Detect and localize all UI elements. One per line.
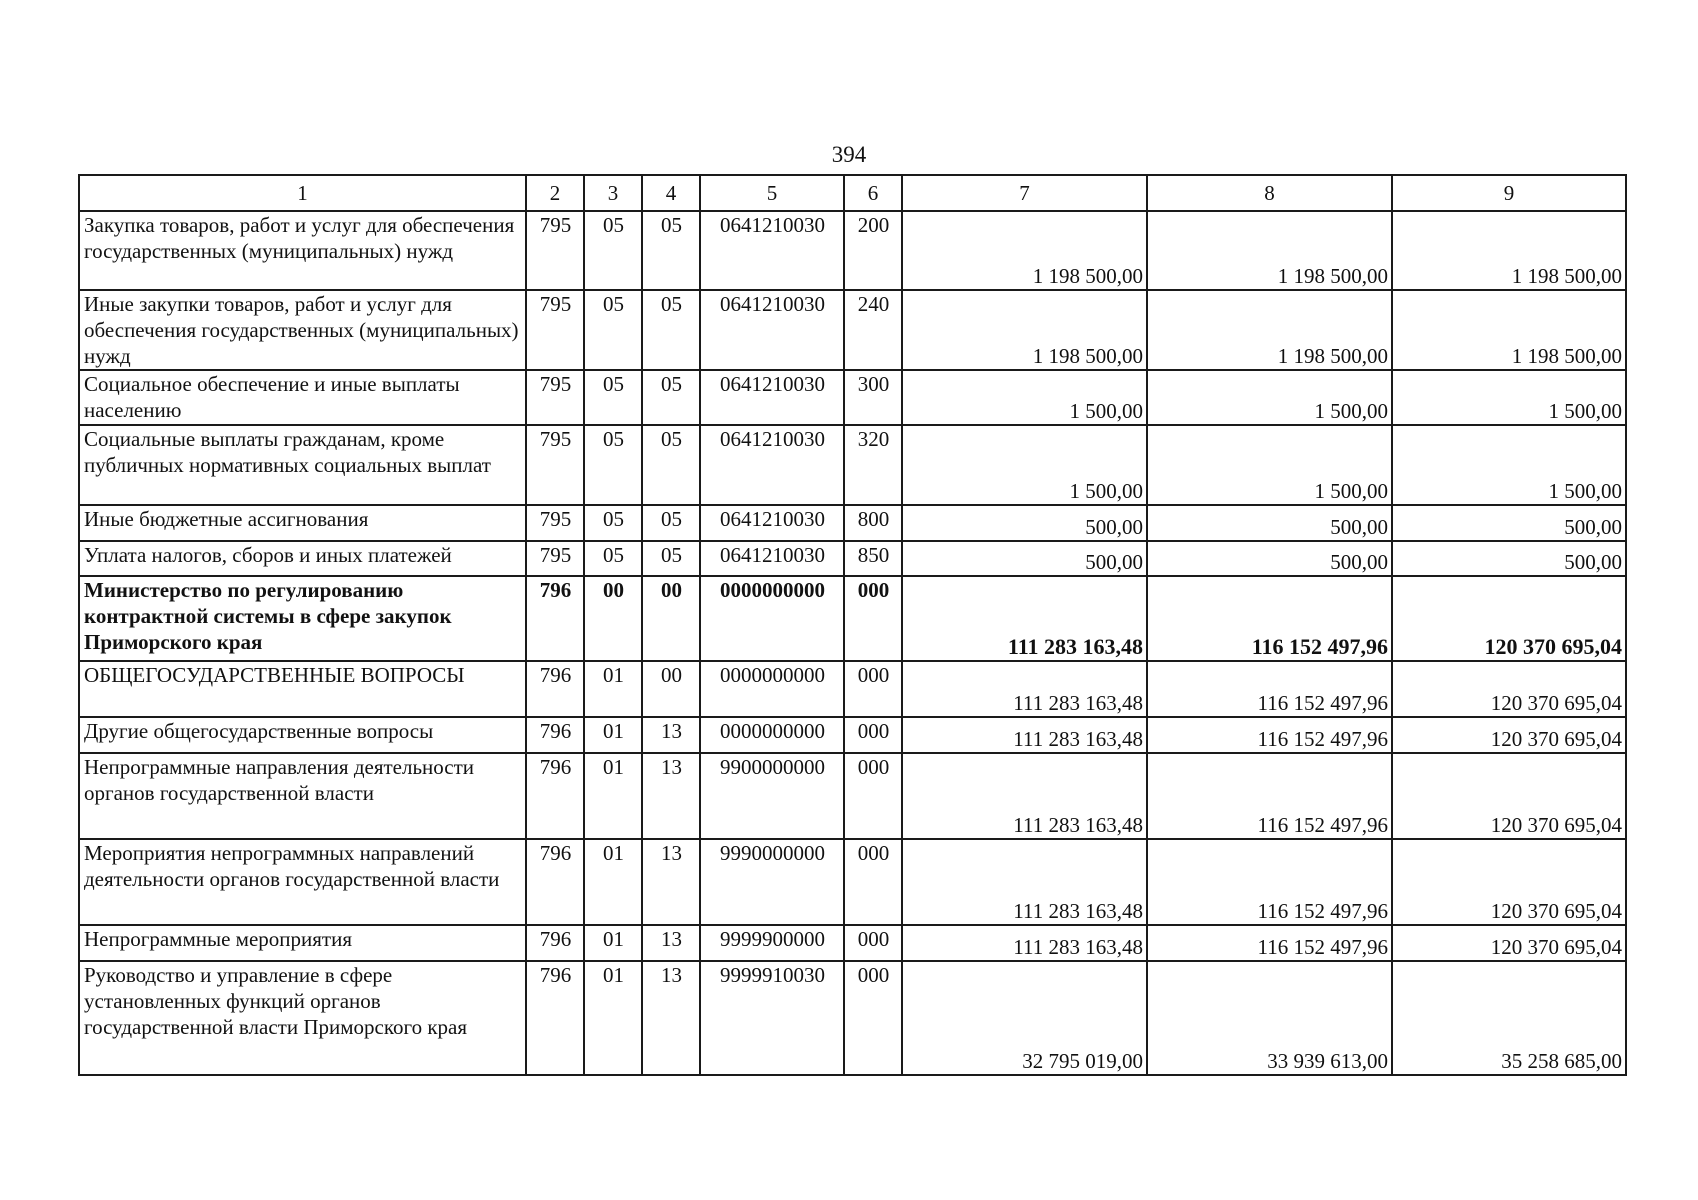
row-code-cell: 800 — [844, 505, 902, 541]
row-code-cell: 796 — [526, 961, 584, 1075]
row-code-cell: 05 — [584, 505, 642, 541]
table-row — [79, 717, 1626, 753]
table-row — [79, 576, 1626, 661]
row-amount-cell: 111 283 163,48 — [902, 576, 1147, 661]
row-amount-cell: 1 500,00 — [1147, 370, 1392, 425]
row-code-cell: 795 — [526, 505, 584, 541]
row-amount-cell: 111 283 163,48 — [902, 717, 1147, 753]
row-code-cell: 05 — [642, 425, 700, 505]
row-code-cell: 0641210030 — [700, 290, 844, 370]
row-amount-cell: 111 283 163,48 — [902, 839, 1147, 925]
row-amount-cell: 111 283 163,48 — [902, 753, 1147, 839]
row-code-cell: 01 — [584, 839, 642, 925]
row-code-cell: 0000000000 — [700, 576, 844, 661]
row-code-cell: 05 — [584, 370, 642, 425]
table-row — [79, 753, 1626, 839]
row-amount-cell: 1 500,00 — [1147, 425, 1392, 505]
row-amount-cell: 120 370 695,04 — [1392, 753, 1626, 839]
page-number: 394 — [831, 142, 867, 167]
row-code-cell: 796 — [526, 925, 584, 961]
row-amount-cell: 500,00 — [1147, 505, 1392, 541]
budget-table — [78, 174, 1627, 1076]
table-row — [79, 290, 1626, 370]
row-code-cell: 13 — [642, 839, 700, 925]
row-code-cell: 05 — [642, 290, 700, 370]
row-code-cell: 05 — [642, 505, 700, 541]
row-code-cell: 0000000000 — [700, 661, 844, 717]
row-amount-cell: 120 370 695,04 — [1392, 717, 1626, 753]
row-name-cell: Непрограммные направления деятельности органов государственной власти — [79, 753, 526, 839]
column-header-4: 4 — [642, 175, 700, 211]
row-code-cell: 9990000000 — [700, 839, 844, 925]
row-code-cell: 795 — [526, 211, 584, 290]
column-header-5: 5 — [700, 175, 844, 211]
row-amount-cell: 1 198 500,00 — [902, 290, 1147, 370]
row-code-cell: 05 — [584, 425, 642, 505]
row-name-cell: Социальные выплаты гражданам, кроме публичных нормативных социальных выплат — [79, 425, 526, 505]
row-amount-cell: 116 152 497,96 — [1147, 576, 1392, 661]
table-row — [79, 505, 1626, 541]
row-code-cell: 13 — [642, 961, 700, 1075]
table-row — [79, 839, 1626, 925]
row-name-cell: Социальное обеспечение и иные выплаты населению — [79, 370, 526, 425]
table-row — [79, 961, 1626, 1075]
row-amount-cell: 116 152 497,96 — [1147, 753, 1392, 839]
row-code-cell: 01 — [584, 925, 642, 961]
row-amount-cell: 116 152 497,96 — [1147, 661, 1392, 717]
row-amount-cell: 111 283 163,48 — [902, 661, 1147, 717]
row-amount-cell: 116 152 497,96 — [1147, 925, 1392, 961]
row-amount-cell: 1 198 500,00 — [1392, 211, 1626, 290]
header-row — [79, 175, 1626, 211]
row-code-cell: 795 — [526, 541, 584, 576]
row-code-cell: 9900000000 — [700, 753, 844, 839]
row-code-cell: 0641210030 — [700, 370, 844, 425]
row-code-cell: 13 — [642, 753, 700, 839]
row-code-cell: 795 — [526, 370, 584, 425]
table-row — [79, 541, 1626, 576]
row-code-cell: 05 — [584, 211, 642, 290]
column-header-8: 8 — [1147, 175, 1392, 211]
table-row — [79, 661, 1626, 717]
row-code-cell: 0641210030 — [700, 505, 844, 541]
column-header-7: 7 — [902, 175, 1147, 211]
row-code-cell: 000 — [844, 661, 902, 717]
row-amount-cell: 120 370 695,04 — [1392, 839, 1626, 925]
row-amount-cell: 500,00 — [902, 505, 1147, 541]
row-name-cell: Министерство по регулированию контрактной системы в сфере закупок Приморского края — [79, 576, 526, 661]
row-amount-cell: 120 370 695,04 — [1392, 576, 1626, 661]
row-code-cell: 05 — [584, 290, 642, 370]
table-row — [79, 425, 1626, 505]
row-name-cell: Другие общегосударственные вопросы — [79, 717, 526, 753]
table-row — [79, 925, 1626, 961]
row-amount-cell: 1 500,00 — [902, 425, 1147, 505]
row-code-cell: 000 — [844, 839, 902, 925]
row-code-cell: 05 — [642, 211, 700, 290]
column-header-6: 6 — [844, 175, 902, 211]
row-code-cell: 320 — [844, 425, 902, 505]
row-amount-cell: 111 283 163,48 — [902, 925, 1147, 961]
row-code-cell: 796 — [526, 753, 584, 839]
table-row — [79, 211, 1626, 290]
row-amount-cell: 500,00 — [1392, 505, 1626, 541]
row-amount-cell: 1 198 500,00 — [1147, 290, 1392, 370]
row-name-cell: Мероприятия непрограммных направлений деятельности органов государственной власти — [79, 839, 526, 925]
row-code-cell: 795 — [526, 425, 584, 505]
row-name-cell: ОБЩЕГОСУДАРСТВЕННЫЕ ВОПРОСЫ — [79, 661, 526, 717]
column-header-2: 2 — [526, 175, 584, 211]
row-code-cell: 00 — [642, 661, 700, 717]
column-header-9: 9 — [1392, 175, 1626, 211]
row-name-cell: Непрограммные мероприятия — [79, 925, 526, 961]
row-code-cell: 05 — [642, 370, 700, 425]
row-code-cell: 0000000000 — [700, 717, 844, 753]
row-code-cell: 000 — [844, 753, 902, 839]
row-code-cell: 13 — [642, 925, 700, 961]
row-amount-cell: 500,00 — [1392, 541, 1626, 576]
row-code-cell: 796 — [526, 661, 584, 717]
row-code-cell: 000 — [844, 925, 902, 961]
row-code-cell: 01 — [584, 717, 642, 753]
row-name-cell: Закупка товаров, работ и услуг для обеспечения государственных (муниципальных) нужд — [79, 211, 526, 290]
row-code-cell: 01 — [584, 661, 642, 717]
row-amount-cell: 1 500,00 — [902, 370, 1147, 425]
row-name-cell: Иные закупки товаров, работ и услуг для обеспечения государственных (муниципальных) нужд — [79, 290, 526, 370]
row-name-cell: Руководство и управление в сфере установленных функций органов государственной власти Приморского края — [79, 961, 526, 1075]
row-amount-cell: 32 795 019,00 — [902, 961, 1147, 1075]
row-amount-cell: 1 500,00 — [1392, 425, 1626, 505]
row-code-cell: 796 — [526, 717, 584, 753]
row-amount-cell: 120 370 695,04 — [1392, 661, 1626, 717]
row-code-cell: 795 — [526, 290, 584, 370]
row-code-cell: 796 — [526, 576, 584, 661]
row-code-cell: 850 — [844, 541, 902, 576]
row-code-cell: 000 — [844, 576, 902, 661]
column-header-1: 1 — [79, 175, 526, 211]
row-code-cell: 0641210030 — [700, 211, 844, 290]
table-row — [79, 370, 1626, 425]
row-amount-cell: 120 370 695,04 — [1392, 925, 1626, 961]
row-code-cell: 0641210030 — [700, 541, 844, 576]
row-code-cell: 9999900000 — [700, 925, 844, 961]
row-amount-cell: 116 152 497,96 — [1147, 839, 1392, 925]
row-code-cell: 05 — [584, 541, 642, 576]
row-code-cell: 0641210030 — [700, 425, 844, 505]
row-code-cell: 200 — [844, 211, 902, 290]
row-name-cell: Иные бюджетные ассигнования — [79, 505, 526, 541]
row-amount-cell: 500,00 — [902, 541, 1147, 576]
row-code-cell: 13 — [642, 717, 700, 753]
column-header-3: 3 — [584, 175, 642, 211]
row-code-cell: 240 — [844, 290, 902, 370]
row-code-cell: 000 — [844, 717, 902, 753]
row-code-cell: 01 — [584, 753, 642, 839]
row-code-cell: 9999910030 — [700, 961, 844, 1075]
row-amount-cell: 116 152 497,96 — [1147, 717, 1392, 753]
row-code-cell: 05 — [642, 541, 700, 576]
row-code-cell: 01 — [584, 961, 642, 1075]
row-amount-cell: 1 198 500,00 — [1392, 290, 1626, 370]
row-code-cell: 00 — [584, 576, 642, 661]
row-amount-cell: 1 198 500,00 — [902, 211, 1147, 290]
row-code-cell: 796 — [526, 839, 584, 925]
row-amount-cell: 33 939 613,00 — [1147, 961, 1392, 1075]
row-name-cell: Уплата налогов, сборов и иных платежей — [79, 541, 526, 576]
row-amount-cell: 35 258 685,00 — [1392, 961, 1626, 1075]
row-code-cell: 00 — [642, 576, 700, 661]
row-amount-cell: 1 500,00 — [1392, 370, 1626, 425]
row-amount-cell: 500,00 — [1147, 541, 1392, 576]
row-code-cell: 300 — [844, 370, 902, 425]
row-code-cell: 000 — [844, 961, 902, 1075]
row-amount-cell: 1 198 500,00 — [1147, 211, 1392, 290]
